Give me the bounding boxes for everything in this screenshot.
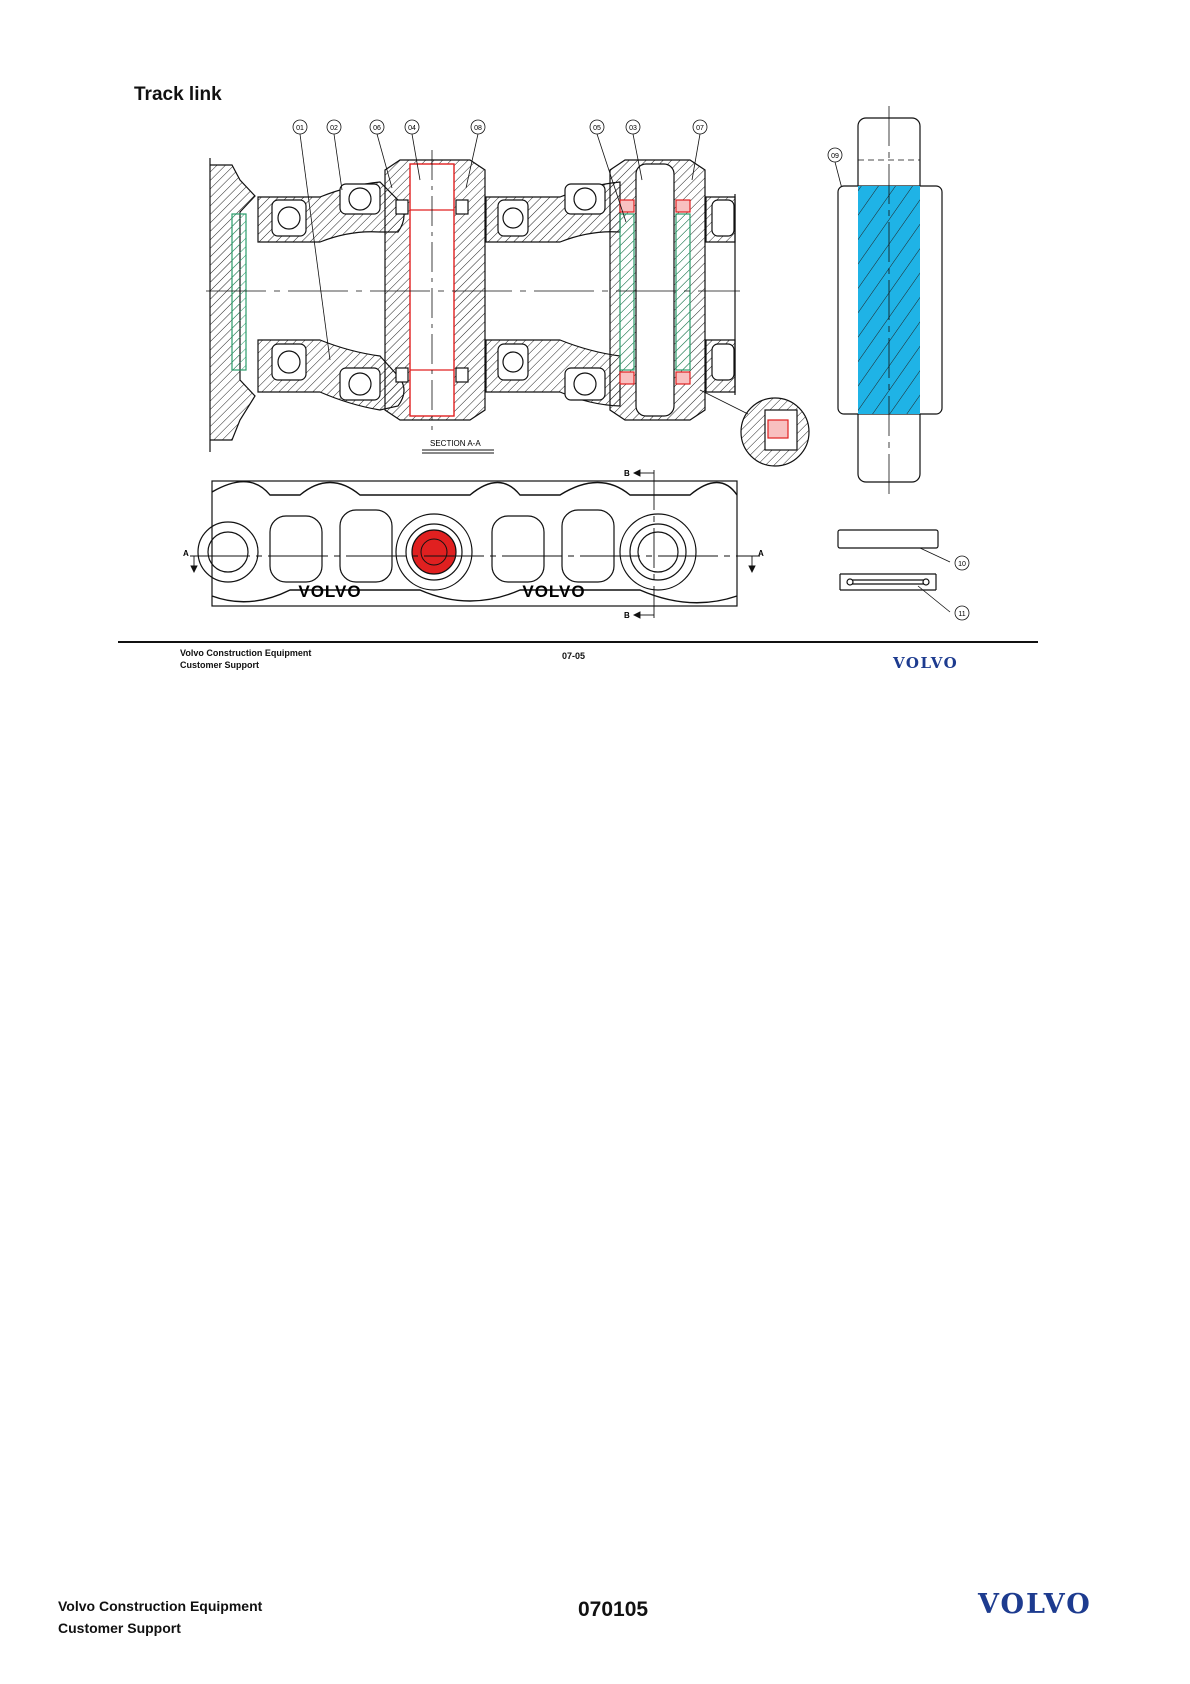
page-footer-department: Customer Support (58, 1620, 181, 1636)
inner-footer-company-name: Volvo Construction Equipment (180, 648, 312, 658)
inner-footer-volvo-logo: VOLVO (893, 654, 959, 672)
bushing-view (838, 106, 942, 495)
callout-05: 05 (593, 125, 601, 132)
link-logo-left: VOLVO (298, 582, 362, 601)
footer-divider (118, 641, 1038, 643)
section-mark-a-right: A (758, 549, 764, 558)
page-footer-company-name: Volvo Construction Equipment (58, 1598, 263, 1614)
track-link-drawing (0, 0, 1190, 640)
callout-08: 08 (474, 125, 482, 132)
callout-09: 09 (831, 153, 839, 160)
callout-01: 01 (296, 125, 304, 132)
callout-02: 02 (330, 125, 338, 132)
section-label: SECTION A-A (430, 439, 481, 448)
callout-11: 11 (958, 611, 966, 618)
page-footer-code: 070105 (578, 1598, 649, 1621)
page-title: Track link (134, 84, 222, 105)
callout-06: 06 (373, 125, 381, 132)
section-mark-b-top: B (624, 469, 630, 478)
section-mark-a-left: A (183, 549, 189, 558)
section-mark-b-bottom: B (624, 611, 630, 620)
page-footer-volvo-logo: VOLVO (978, 1589, 1092, 1620)
link-logo-right: VOLVO (522, 582, 586, 601)
link-side-view (198, 481, 737, 606)
seal-parts-view (838, 530, 938, 590)
callout-07: 07 (696, 125, 704, 132)
callout-03: 03 (629, 125, 637, 132)
section-a-a-view (206, 150, 809, 466)
inner-footer-code: 07-05 (562, 651, 586, 661)
callout-10: 10 (958, 561, 966, 568)
page-footer-company (58, 1595, 262, 1639)
inner-footer-company (180, 647, 311, 671)
callout-04: 04 (408, 125, 416, 132)
inner-footer-department: Customer Support (180, 660, 260, 670)
pin-red-mark (412, 530, 456, 574)
